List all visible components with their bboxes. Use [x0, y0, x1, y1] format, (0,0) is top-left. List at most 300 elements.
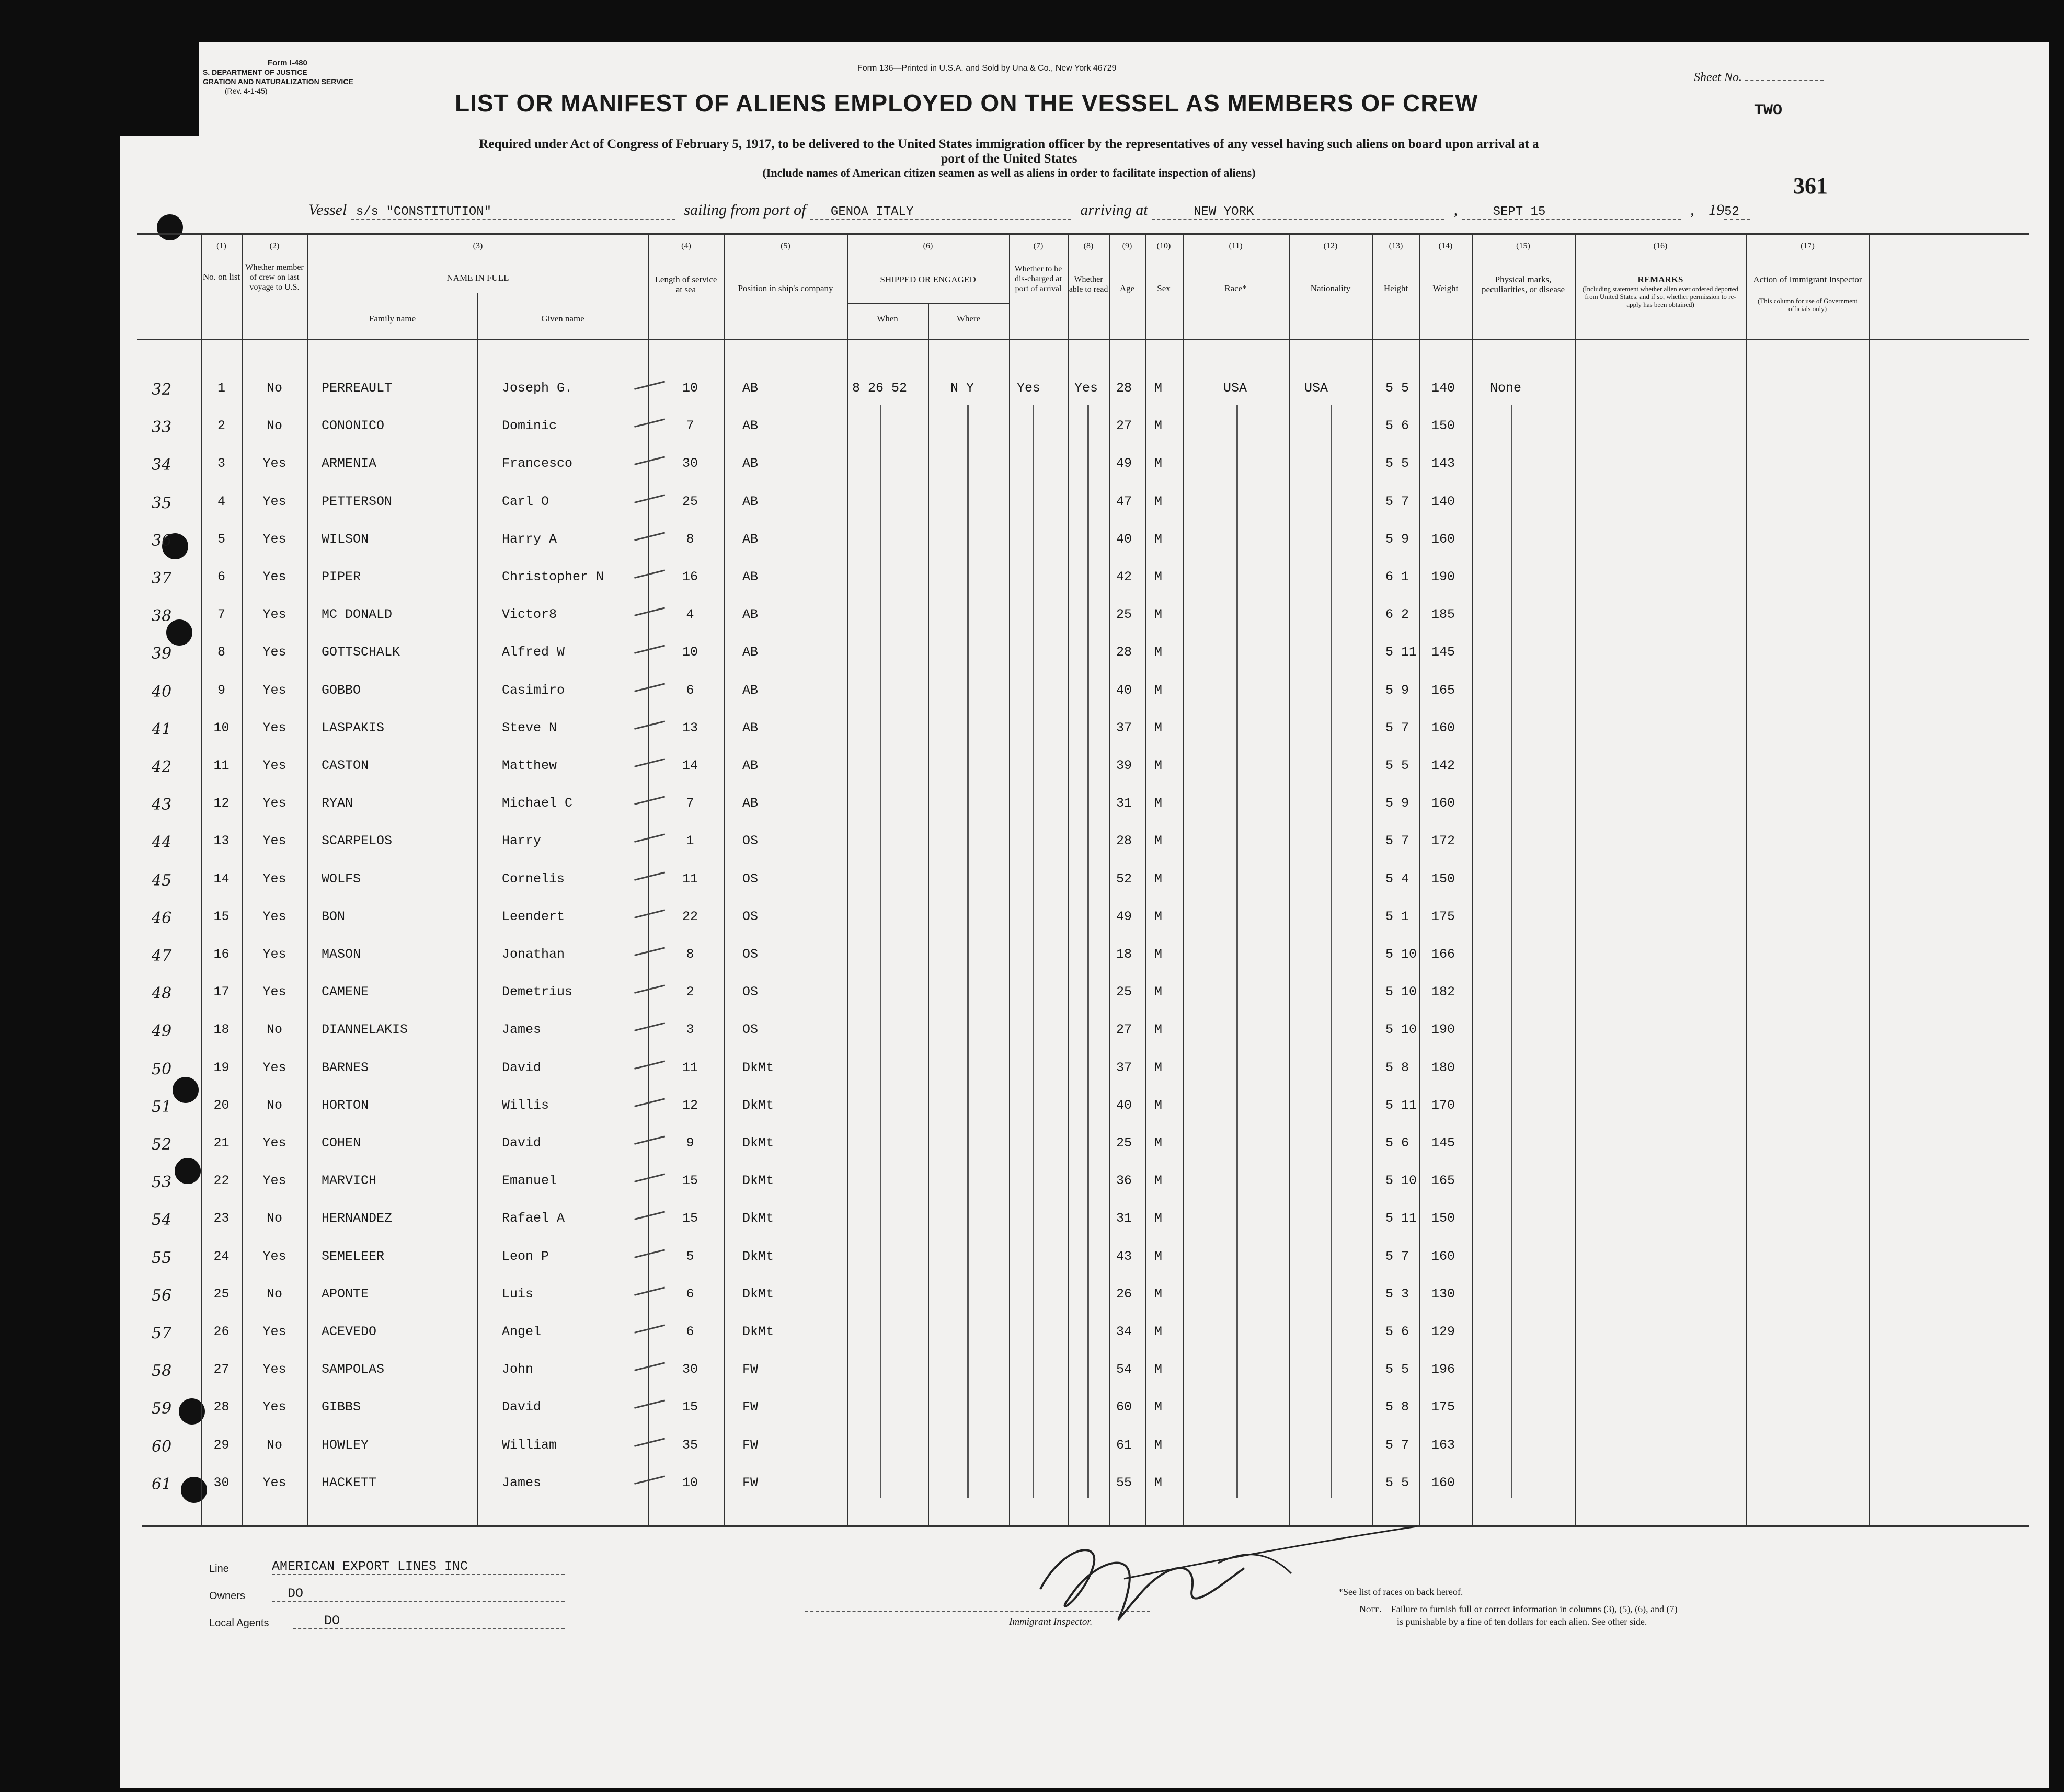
cell-age: 60	[1116, 1399, 1132, 1415]
cell-margin: 61	[152, 1475, 172, 1494]
cell-sex: M	[1154, 1248, 1163, 1264]
cell-prev: Yes	[262, 758, 286, 773]
cell-position: DkMt	[742, 1060, 774, 1075]
cell-family: PIPER	[322, 569, 361, 584]
cell-weight: 160	[1431, 1248, 1455, 1264]
cell-margin: 34	[152, 456, 172, 475]
cell-sex: M	[1154, 909, 1163, 924]
cell-sex: M	[1154, 1399, 1163, 1415]
cell-physical: None	[1490, 381, 1522, 396]
cell-margin: 46	[152, 909, 172, 927]
cell-family: HORTON	[322, 1097, 369, 1113]
cell-service: 10	[682, 645, 698, 660]
cell-position: OS	[742, 871, 759, 887]
cell-age: 28	[1116, 381, 1132, 396]
cell-service: 6	[686, 682, 694, 698]
cell-age: 42	[1116, 569, 1132, 584]
owners-value: DO	[272, 1586, 565, 1602]
cell-family: MASON	[322, 947, 361, 962]
cell-sex: M	[1154, 758, 1163, 773]
table-row	[0, 494, 1929, 531]
cell-height: 5 5	[1385, 1475, 1409, 1490]
cell-prev: Yes	[262, 796, 286, 811]
printer-line: Form 136—Printed in U.S.A. and Sold by Una & Co., New York 46729	[857, 64, 1117, 73]
ditto-mark	[880, 405, 881, 1498]
cell-margin: 42	[152, 758, 172, 776]
cell-service: 11	[682, 1060, 698, 1075]
arrival-year: 52	[1724, 205, 1750, 220]
cell-age: 61	[1116, 1437, 1132, 1453]
table-row	[0, 909, 1929, 946]
cell-height: 5 10	[1385, 947, 1417, 962]
cell-age: 40	[1116, 531, 1132, 547]
cell-sex: M	[1154, 607, 1163, 623]
cell-margin: 55	[152, 1248, 172, 1267]
column-number: (2)	[269, 242, 280, 250]
cell-family: BARNES	[322, 1060, 369, 1075]
table-row	[0, 1135, 1929, 1172]
cell-position: OS	[742, 833, 759, 849]
cell-no: 19	[213, 1060, 230, 1075]
table-row	[0, 1211, 1929, 1247]
cell-service: 10	[682, 381, 698, 396]
cell-no: 13	[213, 833, 230, 849]
cell-given: Victor8	[502, 607, 557, 623]
cell-service: 7	[686, 796, 694, 811]
cell-margin: 32	[152, 381, 172, 399]
cell-sex: M	[1154, 1437, 1163, 1453]
cell-weight: 165	[1431, 682, 1455, 698]
cell-service: 3	[686, 1022, 694, 1038]
cell-family: RYAN	[322, 796, 353, 811]
cell-position: AB	[742, 607, 759, 623]
cell-family: HACKETT	[322, 1475, 377, 1490]
cell-height: 5 7	[1385, 1248, 1409, 1264]
cell-age: 27	[1116, 1022, 1132, 1038]
header-weight: Weight	[1432, 283, 1459, 293]
cell-given: Cornelis	[502, 871, 565, 887]
cell-no: 9	[217, 682, 225, 698]
cell-family: WOLFS	[322, 871, 361, 887]
cell-given: Michael C	[502, 796, 573, 811]
cell-no: 17	[213, 984, 230, 1000]
table-row	[0, 1438, 1929, 1474]
column-number: (13)	[1389, 242, 1403, 250]
column-number: (4)	[681, 242, 691, 250]
cell-family: APONTE	[322, 1286, 369, 1302]
cell-given: Emanuel	[502, 1173, 557, 1189]
cell-age: 25	[1116, 984, 1132, 1000]
cell-age: 26	[1116, 1286, 1132, 1302]
penalty-note-line2: is punishable by a fine of ten dollars for each alien. See other side.	[1397, 1616, 1647, 1627]
column-divider	[847, 303, 1009, 304]
cell-sex: M	[1154, 645, 1163, 660]
cell-height: 5 7	[1385, 720, 1409, 736]
punch-hole	[157, 214, 183, 240]
cell-no: 20	[213, 1097, 230, 1113]
cell-weight: 145	[1431, 645, 1455, 660]
cell-prev: No	[266, 381, 282, 396]
cell-prev: No	[266, 1437, 282, 1453]
cell-given: Jonathan	[502, 947, 565, 962]
cell-given: Demetrius	[502, 984, 573, 1000]
cell-age: 27	[1116, 418, 1132, 434]
cell-given: Harry	[502, 833, 542, 849]
cell-when: 8 26 52	[852, 381, 908, 396]
cell-height: 5 10	[1385, 984, 1417, 1000]
table-row	[0, 871, 1929, 908]
cell-prev: Yes	[262, 871, 286, 887]
cell-margin: 54	[152, 1211, 172, 1230]
owners-label: Owners	[209, 1590, 245, 1602]
cell-prev: Yes	[262, 531, 286, 547]
cell-prev: Yes	[262, 569, 286, 584]
cell-age: 28	[1116, 833, 1132, 849]
cell-weight: 166	[1431, 947, 1455, 962]
cell-weight: 160	[1431, 1475, 1455, 1490]
cell-margin: 36	[152, 531, 172, 550]
cell-given: Alfred W	[502, 645, 565, 660]
cell-prev: No	[266, 1211, 282, 1226]
cell-sex: M	[1154, 1324, 1163, 1339]
cell-position: OS	[742, 909, 759, 924]
cell-position: AB	[742, 493, 759, 509]
header-able-to-read: Whether able to read	[1069, 275, 1108, 294]
column-number: (5)	[781, 242, 790, 250]
cell-margin: 33	[152, 418, 172, 437]
cell-race: USA	[1223, 381, 1247, 396]
cell-sex: M	[1154, 1286, 1163, 1302]
cell-prev: Yes	[262, 1399, 286, 1415]
column-number: (12)	[1323, 242, 1338, 250]
cell-weight: 129	[1431, 1324, 1455, 1339]
cell-margin: 38	[152, 607, 172, 626]
cell-no: 11	[213, 758, 230, 773]
cell-service: 14	[682, 758, 698, 773]
cell-no: 16	[213, 947, 230, 962]
table-row	[0, 569, 1929, 606]
header-race: Race*	[1224, 283, 1247, 293]
cell-position: FW	[742, 1399, 759, 1415]
cell-height: 5 5	[1385, 381, 1409, 396]
cell-margin: 47	[152, 947, 172, 965]
cell-family: MARVICH	[322, 1173, 377, 1189]
cell-family: ARMENIA	[322, 456, 377, 472]
cell-given: Dominic	[502, 418, 557, 434]
cell-given: Steve N	[502, 720, 557, 736]
cell-no: 18	[213, 1022, 230, 1038]
cell-age: 40	[1116, 1097, 1132, 1113]
cell-service: 11	[682, 871, 698, 887]
cell-no: 1	[217, 381, 225, 396]
cell-height: 5 7	[1385, 1437, 1409, 1453]
cell-service: 8	[686, 947, 694, 962]
cell-service: 6	[686, 1286, 694, 1302]
cell-prev: Yes	[262, 645, 286, 660]
cell-family: PETTERSON	[322, 493, 393, 509]
cell-prev: Yes	[262, 1248, 286, 1264]
cell-margin: 35	[152, 493, 172, 512]
cell-weight: 182	[1431, 984, 1455, 1000]
header-action-note: (This column for use of Government officials only)	[1758, 297, 1857, 313]
header-no-on-list: No. on list	[202, 272, 240, 282]
cell-given: Matthew	[502, 758, 557, 773]
cell-no: 15	[213, 909, 230, 924]
cell-height: 5 3	[1385, 1286, 1409, 1302]
cell-age: 31	[1116, 796, 1132, 811]
header-name-in-full: NAME IN FULL	[446, 273, 509, 283]
column-number: (11)	[1229, 242, 1243, 250]
cell-sex: M	[1154, 1022, 1163, 1038]
cell-given: Casimiro	[502, 682, 565, 698]
service-line: GRATION AND NATURALIZATION SERVICE	[203, 77, 353, 86]
cell-height: 5 7	[1385, 833, 1409, 849]
cell-weight: 172	[1431, 833, 1455, 849]
cell-prev: Yes	[262, 1324, 286, 1339]
cell-sex: M	[1154, 1362, 1163, 1377]
cell-height: 5 5	[1385, 456, 1409, 472]
cell-height: 5 9	[1385, 682, 1409, 698]
cell-weight: 180	[1431, 1060, 1455, 1075]
header-sex: Sex	[1157, 283, 1171, 293]
column-number: (1)	[216, 242, 226, 250]
table-row	[0, 947, 1929, 983]
cell-age: 55	[1116, 1475, 1132, 1490]
vessel-line: Vessel s/s "CONSTITUTION" sailing from port of GENOA ITALY arriving at NEW YORK , SEPT 15 , 1952	[308, 201, 1750, 220]
cell-service: 35	[682, 1437, 698, 1453]
cell-family: HOWLEY	[322, 1437, 369, 1453]
cell-sex: M	[1154, 418, 1163, 434]
table-row	[0, 1399, 1929, 1436]
cell-position: AB	[742, 720, 759, 736]
cell-prev: Yes	[262, 682, 286, 698]
cell-age: 28	[1116, 645, 1132, 660]
cell-no: 8	[217, 645, 225, 660]
cell-age: 37	[1116, 1060, 1132, 1075]
cell-weight: 140	[1431, 381, 1455, 396]
cell-given: Leon P	[502, 1248, 549, 1264]
cell-service: 30	[682, 456, 698, 472]
cell-height: 5 4	[1385, 871, 1409, 887]
cell-height: 6 2	[1385, 607, 1409, 623]
cell-given: Rafael A	[502, 1211, 565, 1226]
cell-weight: 175	[1431, 1399, 1455, 1415]
header-previous-voyage: Whether member of crew on last voyage to U.S.	[245, 263, 304, 292]
table-row	[0, 683, 1929, 719]
table-row	[0, 456, 1929, 492]
form-number: Form I-480	[268, 59, 307, 67]
table-row	[0, 758, 1929, 795]
cell-family: COHEN	[322, 1135, 361, 1151]
ditto-mark	[1511, 405, 1512, 1498]
cell-given: Angel	[502, 1324, 542, 1339]
cell-prev: Yes	[262, 909, 286, 924]
ditto-mark	[1033, 405, 1034, 1498]
cell-position: OS	[742, 1022, 759, 1038]
cell-no: 2	[217, 418, 225, 434]
cell-height: 5 10	[1385, 1173, 1417, 1189]
cell-age: 39	[1116, 758, 1132, 773]
header-height: Height	[1383, 283, 1408, 293]
cell-sex: M	[1154, 1211, 1163, 1226]
cell-weight: 150	[1431, 871, 1455, 887]
cell-position: OS	[742, 947, 759, 962]
cell-no: 10	[213, 720, 230, 736]
cell-service: 4	[686, 607, 694, 623]
cell-discharged: Yes	[1017, 381, 1041, 396]
cell-prev: Yes	[262, 1135, 286, 1151]
cell-height: 5 7	[1385, 493, 1409, 509]
cell-position: OS	[742, 984, 759, 1000]
subtitle: Required under Act of Congress of February 5, 1917, to be delivered to the United States immigration officer by the representatives of any vessel having such aliens on board upon arrival at a port of the United States (Include names of American citizen seamen as well as aliens in order to facilitate inspection of aliens)	[479, 137, 1539, 179]
line-label: Line	[209, 1563, 229, 1575]
cell-family: ACEVEDO	[322, 1324, 377, 1339]
cell-margin: 49	[152, 1022, 172, 1041]
cell-weight: 165	[1431, 1173, 1455, 1189]
cell-age: 34	[1116, 1324, 1132, 1339]
cell-weight: 145	[1431, 1135, 1455, 1151]
table-row	[0, 984, 1929, 1021]
table-top-border	[137, 233, 2029, 235]
cell-position: DkMt	[742, 1211, 774, 1226]
cell-position: AB	[742, 758, 759, 773]
cell-height: 5 8	[1385, 1060, 1409, 1075]
cell-position: AB	[742, 381, 759, 396]
cell-prev: Yes	[262, 720, 286, 736]
cell-prev: Yes	[262, 984, 286, 1000]
page-title: LIST OR MANIFEST OF ALIENS EMPLOYED ON THE VESSEL AS MEMBERS OF CREW	[455, 89, 1478, 117]
cell-given: James	[502, 1022, 542, 1038]
cell-given: William	[502, 1437, 557, 1453]
header-action: Action of Immigrant Inspector	[1753, 274, 1862, 284]
cell-no: 12	[213, 796, 230, 811]
cell-sex: M	[1154, 833, 1163, 849]
ditto-mark	[967, 405, 969, 1498]
cell-given: Joseph G.	[502, 381, 573, 396]
departure-port: GENOA ITALY	[810, 205, 1071, 220]
cell-height: 5 6	[1385, 1324, 1409, 1339]
cell-weight: 175	[1431, 909, 1455, 924]
torn-corner	[120, 42, 199, 136]
cell-given: James	[502, 1475, 542, 1490]
cell-age: 52	[1116, 871, 1132, 887]
arrival-port: NEW YORK	[1152, 205, 1444, 220]
cell-age: 31	[1116, 1211, 1132, 1226]
table-row	[0, 833, 1929, 870]
vessel-name: s/s "CONSTITUTION"	[351, 205, 675, 220]
header-nationality: Nationality	[1310, 283, 1351, 293]
cell-service: 25	[682, 493, 698, 509]
cell-service: 5	[686, 1248, 694, 1264]
table-row	[0, 1362, 1929, 1398]
cell-family: GIBBS	[322, 1399, 361, 1415]
cell-prev: Yes	[262, 1362, 286, 1377]
cell-height: 5 10	[1385, 1022, 1417, 1038]
ditto-mark	[1331, 405, 1332, 1498]
cell-family: SAMPOLAS	[322, 1362, 385, 1377]
table-row	[0, 1286, 1929, 1323]
cell-no: 27	[213, 1362, 230, 1377]
cell-service: 1	[686, 833, 694, 849]
cell-weight: 190	[1431, 1022, 1455, 1038]
header-length-of-service: Length of service at sea	[655, 274, 717, 294]
cell-weight: 150	[1431, 418, 1455, 434]
cell-height: 5 11	[1385, 1097, 1417, 1113]
cell-given: Leendert	[502, 909, 565, 924]
sheet-label: Sheet No.	[1694, 71, 1824, 85]
cell-family: CONONICO	[322, 418, 385, 434]
cell-height: 5 1	[1385, 909, 1409, 924]
header-shipped-engaged: SHIPPED OR ENGAGED	[880, 274, 976, 284]
cell-age: 37	[1116, 720, 1132, 736]
cell-weight: 150	[1431, 1211, 1455, 1226]
cell-height: 5 6	[1385, 418, 1409, 434]
cell-no: 6	[217, 569, 225, 584]
cell-position: AB	[742, 796, 759, 811]
cell-sex: M	[1154, 1097, 1163, 1113]
cell-prev: Yes	[262, 493, 286, 509]
cell-margin: 52	[152, 1135, 172, 1154]
cell-height: 5 5	[1385, 1362, 1409, 1377]
cell-where: N Y	[950, 381, 974, 396]
cell-position: FW	[742, 1475, 759, 1490]
cell-sex: M	[1154, 493, 1163, 509]
column-number: (10)	[1156, 242, 1171, 250]
cell-margin: 50	[152, 1060, 172, 1078]
cell-given: Christopher N	[502, 569, 604, 584]
cell-family: MC DONALD	[322, 607, 393, 623]
cell-family: BON	[322, 909, 346, 924]
cell-position: FW	[742, 1437, 759, 1453]
cell-given: John	[502, 1362, 534, 1377]
cell-margin: 56	[152, 1286, 172, 1305]
cell-height: 5 9	[1385, 796, 1409, 811]
table-row	[0, 381, 1929, 417]
cell-given: Willis	[502, 1097, 549, 1113]
cell-position: DkMt	[742, 1135, 774, 1151]
column-number: (9)	[1122, 242, 1132, 250]
cell-height: 5 6	[1385, 1135, 1409, 1151]
table-row	[0, 1173, 1929, 1210]
cell-margin: 37	[152, 569, 172, 588]
cell-weight: 140	[1431, 493, 1455, 509]
table-row	[0, 1324, 1929, 1361]
table-row	[0, 418, 1929, 455]
header-remarks-note: (Including statement whether alien ever ordered deported from United States, and if so, whether permission to re-apply has been obtained)	[1582, 285, 1739, 308]
cell-sex: M	[1154, 871, 1163, 887]
cell-service: 6	[686, 1324, 694, 1339]
cell-no: 21	[213, 1135, 230, 1151]
cell-position: AB	[742, 456, 759, 472]
cell-no: 23	[213, 1211, 230, 1226]
cell-prev: Yes	[262, 607, 286, 623]
line-value: AMERICAN EXPORT LINES INC	[272, 1559, 565, 1575]
cell-height: 6 1	[1385, 569, 1409, 584]
header-discharged: Whether to be dis-charged at port of arrival	[1014, 265, 1062, 293]
cell-age: 54	[1116, 1362, 1132, 1377]
cell-age: 49	[1116, 909, 1132, 924]
cell-position: AB	[742, 569, 759, 584]
cell-position: AB	[742, 418, 759, 434]
cell-prev: No	[266, 418, 282, 434]
sheet-value: TWO	[1754, 102, 1783, 120]
cell-sex: M	[1154, 720, 1163, 736]
cell-service: 9	[686, 1135, 694, 1151]
cell-margin: 58	[152, 1362, 172, 1381]
cell-weight: 160	[1431, 531, 1455, 547]
table-row	[0, 1022, 1929, 1059]
cell-age: 25	[1116, 1135, 1132, 1151]
